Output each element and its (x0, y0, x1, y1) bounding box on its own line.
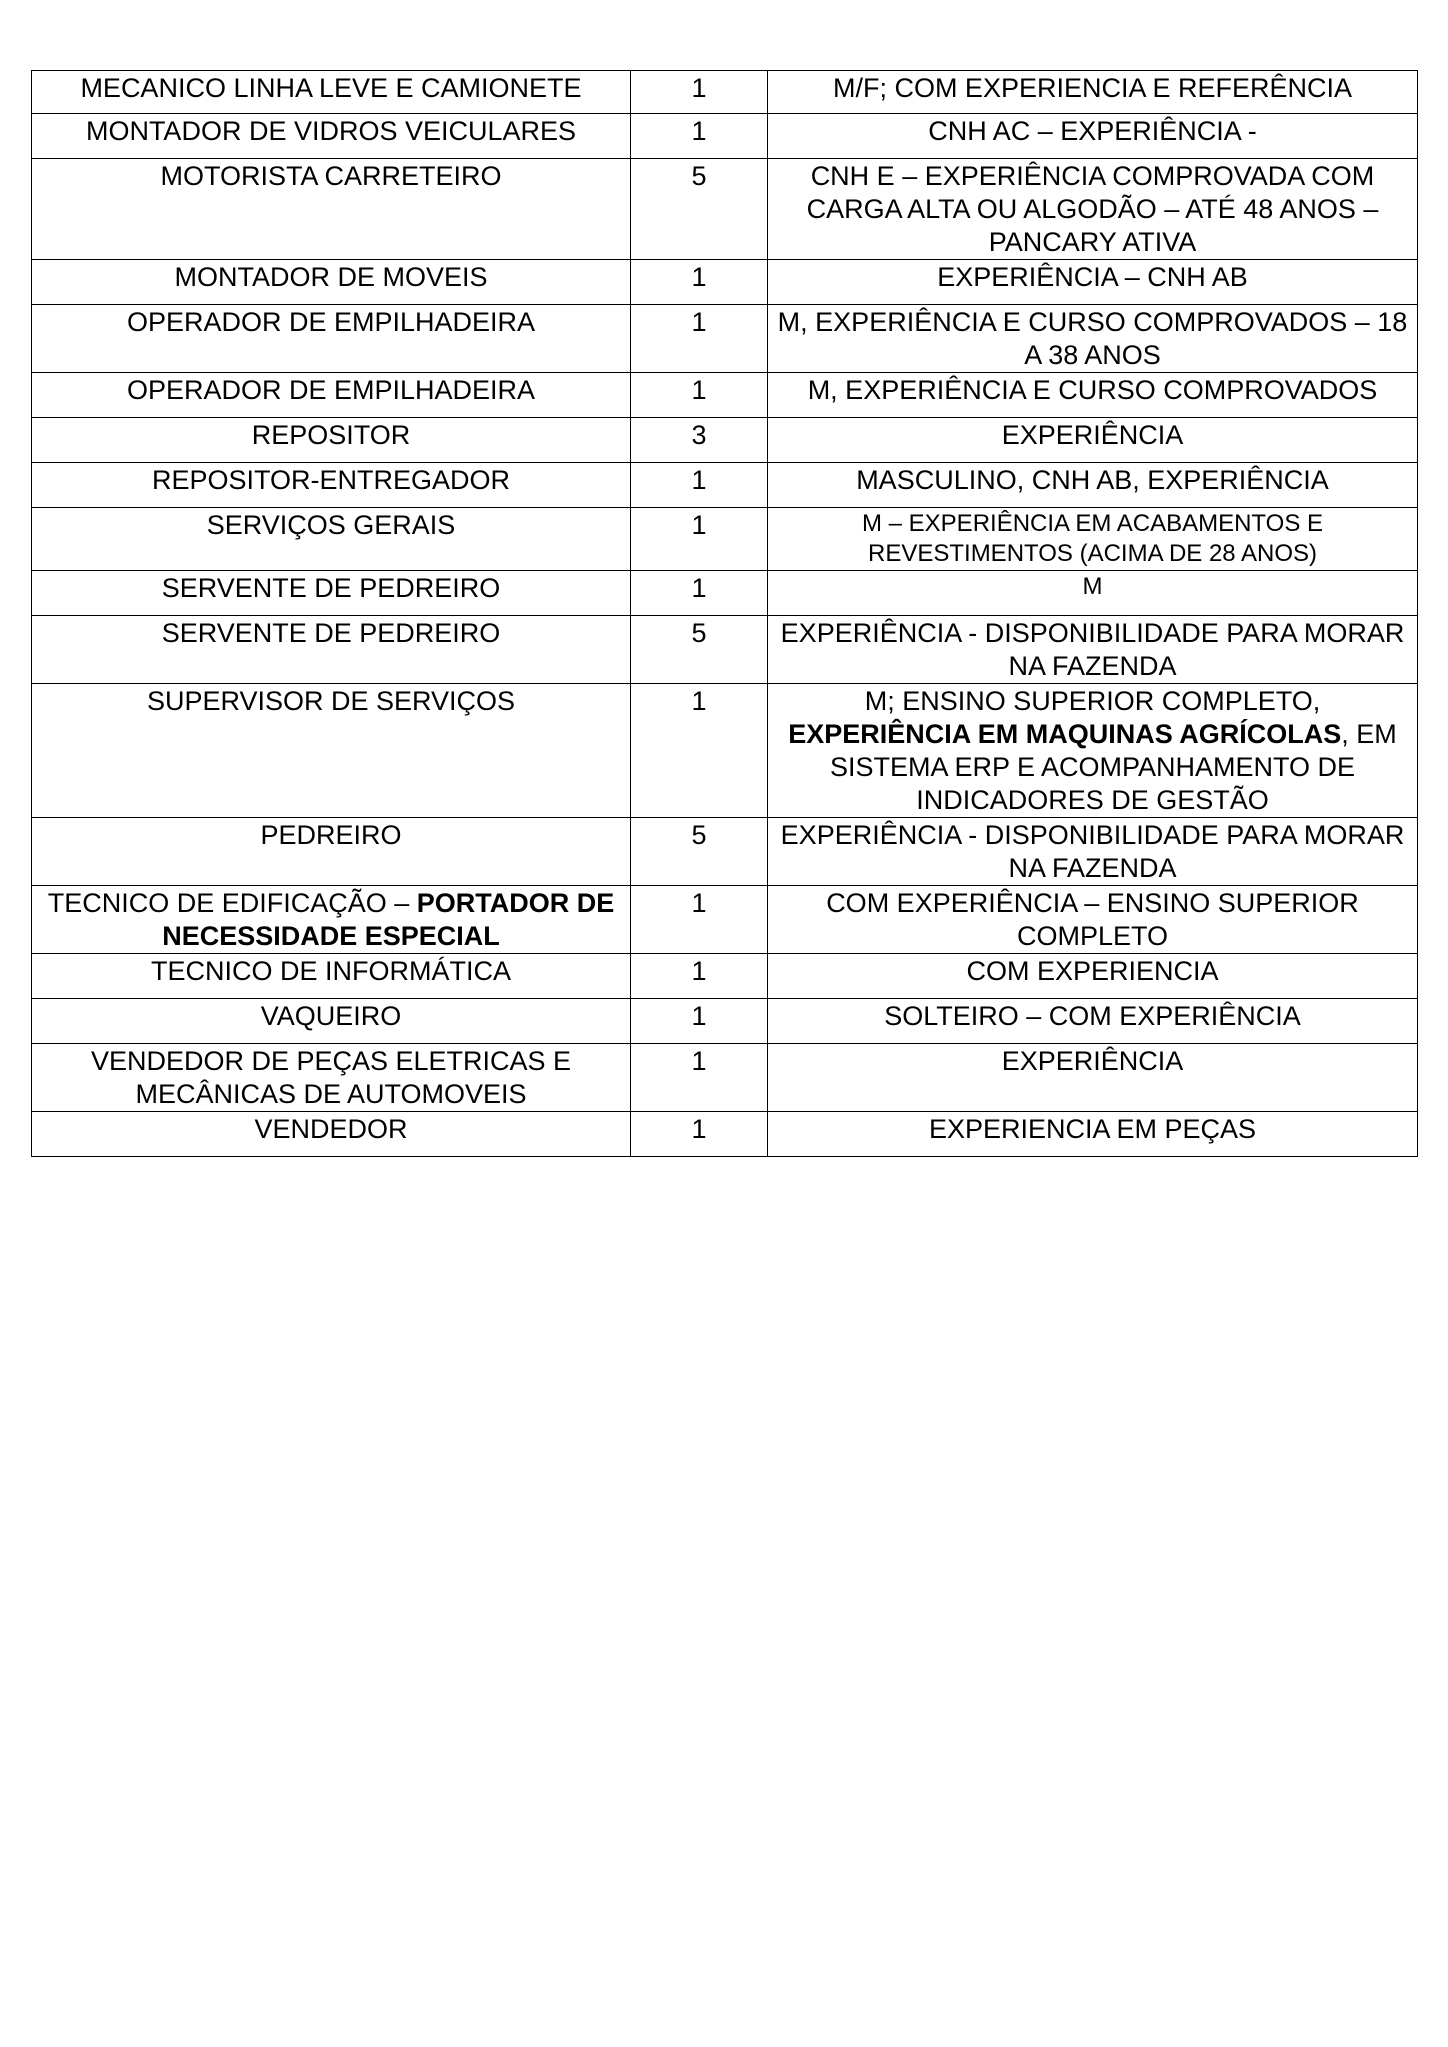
requirements-text: EXPERIÊNCIA – CNH AB (937, 262, 1248, 292)
table-row (32, 373, 1418, 418)
job-title-highlight: PORTADOR DE NECESSIDADE ESPECIAL (162, 888, 615, 951)
job-title: REPOSITOR (251, 420, 411, 450)
vacancy-count: 1 (691, 956, 707, 986)
job-title: SERVENTE DE PEDREIRO (161, 573, 501, 603)
requirements-text: M/F; COM EXPERIENCIA E REFERÊNCIA (832, 73, 1353, 103)
job-title-cell (32, 114, 631, 159)
job-title: SERVENTE DE PEDREIRO (161, 618, 501, 648)
requirements-cell (768, 260, 1418, 305)
table-row (32, 818, 1418, 886)
requirements-cell (768, 1112, 1418, 1157)
vacancy-count: 5 (691, 161, 707, 191)
requirements-text: EXPERIÊNCIA - DISPONIBILIDADE PARA MORAR NA FAZENDA (780, 618, 1405, 681)
vacancy-count: 5 (691, 618, 707, 648)
requirements-text: COM EXPERIÊNCIA – ENSINO SUPERIOR COMPLETO (826, 888, 1359, 951)
requirements-cell (768, 818, 1418, 886)
job-title-cell (32, 616, 631, 684)
vacancy-count: 5 (691, 820, 707, 850)
requirements-highlight: EXPERIÊNCIA EM MAQUINAS AGRÍCOLAS (788, 719, 1342, 749)
vacancy-count: 3 (691, 420, 707, 450)
requirements-text: M, EXPERIÊNCIA E CURSO COMPROVADOS (807, 375, 1378, 405)
requirements-cell (768, 616, 1418, 684)
vacancy-count-cell (631, 71, 768, 114)
requirements-text: , EM SISTEMA ERP E ACOMPANHAMENTO DE INDICADORES DE GESTÃO (829, 719, 1397, 815)
requirements-text: CNH AC – EXPERIÊNCIA - (928, 116, 1257, 146)
requirements-cell (768, 999, 1418, 1044)
requirements-cell (768, 418, 1418, 463)
requirements-text: MASCULINO, CNH AB, EXPERIÊNCIA (856, 465, 1329, 495)
vacancy-count-cell (631, 305, 768, 373)
vacancy-count-cell (631, 463, 768, 508)
vacancy-count: 1 (691, 510, 707, 540)
vacancy-count-cell (631, 373, 768, 418)
job-title: PEDREIRO (260, 820, 402, 850)
vacancy-count: 1 (691, 1114, 707, 1144)
requirements-cell (768, 71, 1418, 114)
table-row (32, 305, 1418, 373)
job-title-cell (32, 1044, 631, 1112)
requirements-text: SOLTEIRO – COM EXPERIÊNCIA (884, 1001, 1301, 1031)
job-title: VAQUEIRO (260, 1001, 402, 1031)
vacancy-count-cell (631, 159, 768, 260)
requirements-cell (768, 114, 1418, 159)
table-row (32, 508, 1418, 571)
job-title-cell (32, 508, 631, 571)
requirements-cell (768, 508, 1418, 571)
vacancy-count-cell (631, 616, 768, 684)
job-title-cell (32, 1112, 631, 1157)
table-row (32, 159, 1418, 260)
table-row (32, 1112, 1418, 1157)
requirements-text: EXPERIÊNCIA - DISPONIBILIDADE PARA MORAR NA FAZENDA (780, 820, 1405, 883)
job-title: OPERADOR DE EMPILHADEIRA (126, 307, 536, 337)
requirements-text: COM EXPERIENCIA (966, 956, 1219, 986)
requirements-cell (768, 159, 1418, 260)
job-title: SUPERVISOR DE SERVIÇOS (146, 686, 516, 716)
job-title: MONTADOR DE VIDROS VEICULARES (85, 116, 577, 146)
vacancy-count-cell (631, 260, 768, 305)
job-title: MECANICO LINHA LEVE E CAMIONETE (80, 73, 582, 103)
table-row (32, 571, 1418, 616)
vacancy-count: 1 (691, 686, 707, 716)
requirements-text: M (1082, 573, 1103, 600)
table-row (32, 616, 1418, 684)
vacancy-count: 1 (691, 307, 707, 337)
requirements-text: M, EXPERIÊNCIA E CURSO COMPROVADOS – 18 A 38 ANOS (777, 307, 1408, 370)
vacancy-count: 1 (691, 73, 707, 103)
vacancy-count: 1 (691, 116, 707, 146)
requirements-cell (768, 684, 1418, 818)
job-title-cell (32, 463, 631, 508)
vacancy-count-cell (631, 818, 768, 886)
vacancy-count-cell (631, 954, 768, 999)
vacancy-count-cell (631, 508, 768, 571)
table-row (32, 114, 1418, 159)
job-title-cell (32, 999, 631, 1044)
table-row (32, 999, 1418, 1044)
job-title-cell (32, 71, 631, 114)
requirements-cell (768, 886, 1418, 954)
requirements-cell (768, 954, 1418, 999)
job-title: TECNICO DE EDIFICAÇÃO – (47, 888, 417, 918)
table-row (32, 684, 1418, 818)
vacancy-count: 1 (691, 375, 707, 405)
requirements-cell (768, 373, 1418, 418)
job-title-cell (32, 418, 631, 463)
requirements-text: M – EXPERIÊNCIA EM ACABAMENTOS E REVESTIMENTOS (ACIMA DE 28 ANOS) (861, 510, 1323, 567)
job-title: TECNICO DE INFORMÁTICA (150, 956, 511, 986)
job-title: MONTADOR DE MOVEIS (174, 262, 488, 292)
requirements-text: EXPERIENCIA EM PEÇAS (928, 1114, 1257, 1144)
job-title: OPERADOR DE EMPILHADEIRA (126, 375, 536, 405)
job-title: VENDEDOR (254, 1114, 408, 1144)
job-title-cell (32, 818, 631, 886)
table-row (32, 463, 1418, 508)
vacancy-count: 1 (691, 465, 707, 495)
vacancy-count-cell (631, 114, 768, 159)
job-title-cell (32, 305, 631, 373)
vacancy-count-cell (631, 684, 768, 818)
job-title-cell (32, 954, 631, 999)
job-title-cell (32, 260, 631, 305)
job-openings-table (31, 70, 1418, 1157)
vacancy-count-cell (631, 571, 768, 616)
requirements-cell (768, 571, 1418, 616)
job-title: VENDEDOR DE PEÇAS ELETRICAS E MECÂNICAS DE AUTOMOVEIS (90, 1046, 572, 1109)
job-title-cell (32, 886, 631, 954)
requirements-text: EXPERIÊNCIA (1001, 1046, 1184, 1076)
requirements-cell (768, 305, 1418, 373)
table-row (32, 260, 1418, 305)
table-row (32, 418, 1418, 463)
requirements-cell (768, 1044, 1418, 1112)
table-row (32, 1044, 1418, 1112)
vacancy-count: 1 (691, 888, 707, 918)
vacancy-count-cell (631, 999, 768, 1044)
vacancy-count: 1 (691, 262, 707, 292)
vacancy-count-cell (631, 1044, 768, 1112)
vacancy-count-cell (631, 418, 768, 463)
vacancy-count-cell (631, 1112, 768, 1157)
vacancy-count: 1 (691, 573, 707, 603)
table-row (32, 886, 1418, 954)
job-title: REPOSITOR-ENTREGADOR (151, 465, 511, 495)
requirements-text: EXPERIÊNCIA (1001, 420, 1184, 450)
table-row (32, 71, 1418, 114)
vacancy-count: 1 (691, 1046, 707, 1076)
requirements-cell (768, 463, 1418, 508)
table-row (32, 954, 1418, 999)
requirements-text: CNH E – EXPERIÊNCIA COMPROVADA COM CARGA ALTA OU ALGODÃO – ATÉ 48 ANOS – PANCARY ATIVA (806, 161, 1379, 257)
job-title-cell (32, 571, 631, 616)
requirements-text: M; ENSINO SUPERIOR COMPLETO, (864, 686, 1321, 716)
job-title-cell (32, 159, 631, 260)
job-title-cell (32, 373, 631, 418)
vacancy-count: 1 (691, 1001, 707, 1031)
job-title: MOTORISTA CARRETEIRO (160, 161, 502, 191)
vacancy-count-cell (631, 886, 768, 954)
job-title: SERVIÇOS GERAIS (206, 510, 456, 540)
job-title-cell (32, 684, 631, 818)
